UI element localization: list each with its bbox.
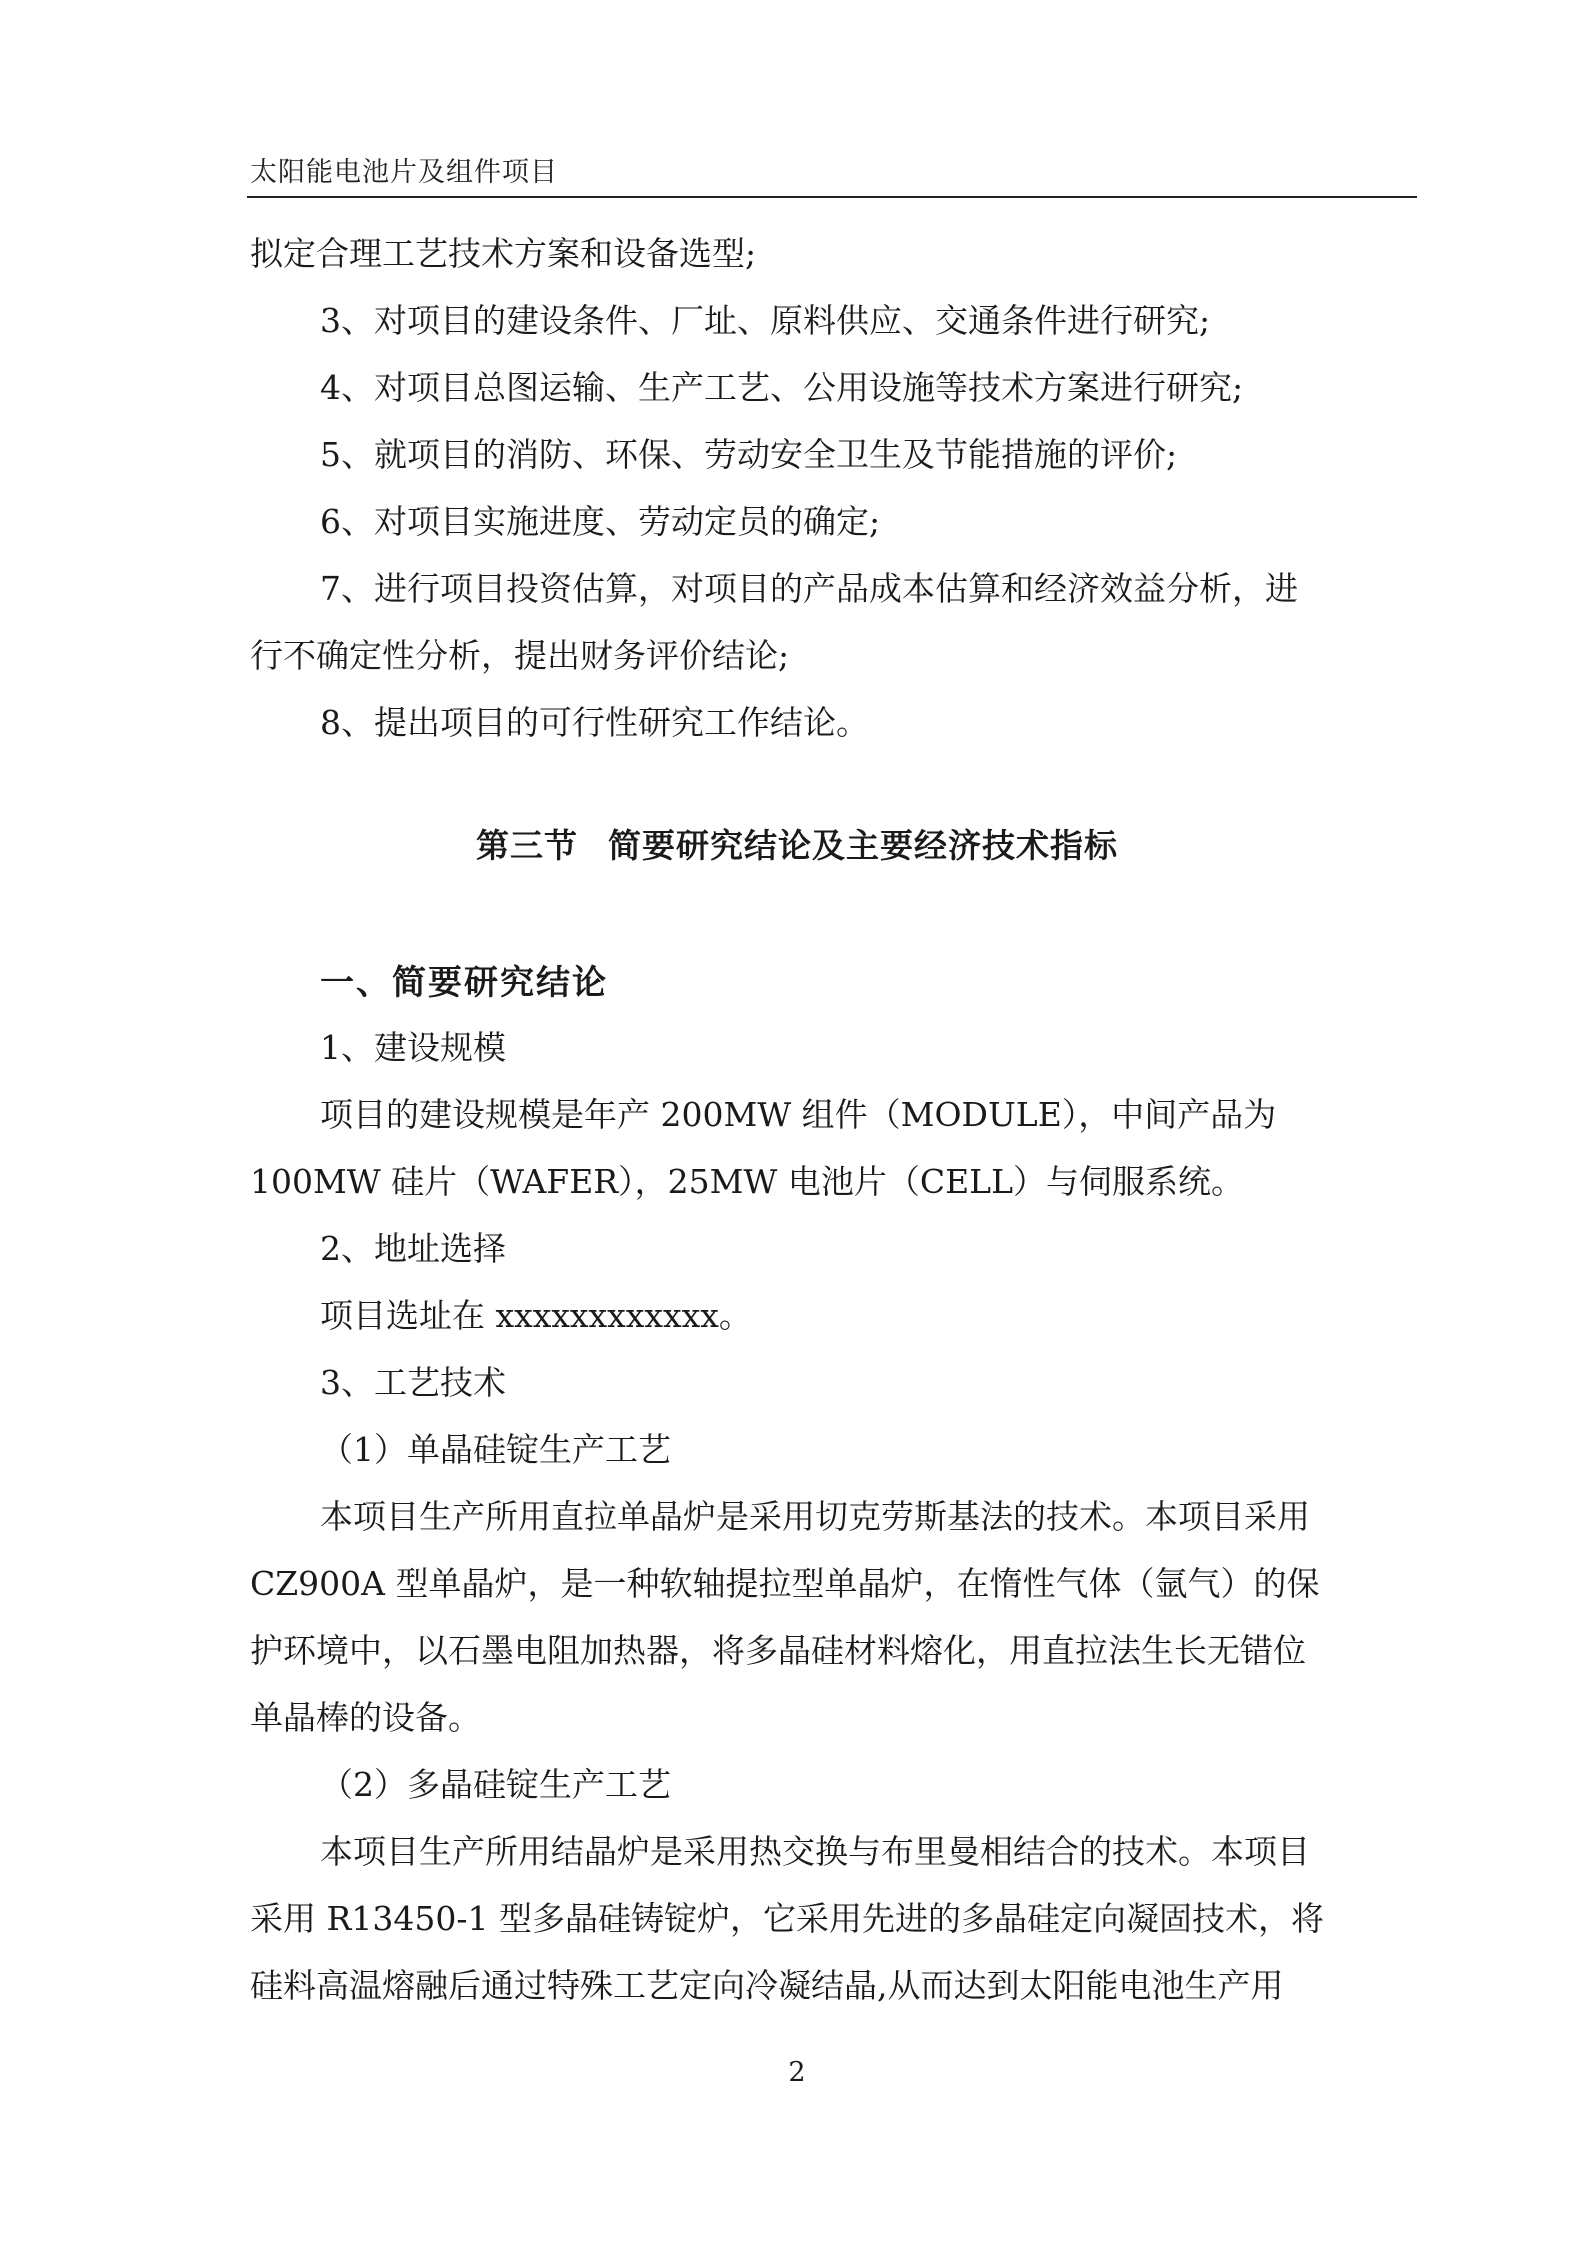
paragraph-line: 本项目生产所用直拉单晶炉是采用切克劳斯基法的技术。本项目采用 — [320, 1497, 1310, 1536]
paragraph-line: 单晶棒的设备。 — [250, 1698, 481, 1737]
page-number: 2 — [788, 2057, 806, 2088]
list-item-8: 8、提出项目的可行性研究工作结论。 — [320, 703, 869, 742]
subitem-heading-multi: （2）多晶硅锭生产工艺 — [320, 1765, 671, 1804]
list-item-4: 4、对项目总图运输、生产工艺、公用设施等技术方案进行研究; — [320, 368, 1244, 407]
paragraph-line: 护环境中，以石墨电阻加热器，将多晶硅材料熔化，用直拉法生长无错位 — [250, 1631, 1306, 1670]
item-heading-site: 2、地址选择 — [320, 1229, 506, 1268]
section-name: 简要研究结论及主要经济技术指标 — [608, 826, 1118, 865]
running-header: 太阳能电池片及组件项目 — [250, 157, 558, 188]
list-item-3: 3、对项目的建设条件、厂址、原料供应、交通条件进行研究; — [320, 301, 1211, 340]
section-title — [0, 820, 1594, 867]
paragraph-line: 项目选址在 xxxxxxxxxxxx。 — [320, 1296, 752, 1335]
paragraph-line: 项目的建设规模是年产 200MW 组件（MODULE），中间产品为 — [320, 1095, 1277, 1134]
list-item-7-line-2: 行不确定性分析，提出财务评价结论; — [250, 636, 790, 675]
subheading-brief-conclusion: 一、简要研究结论 — [320, 963, 608, 1003]
paragraph-line: 拟定合理工艺技术方案和设备选型; — [250, 234, 757, 273]
header-rule — [247, 196, 1417, 198]
section-number: 第三节 — [476, 826, 578, 865]
paragraph-line: 100MW 硅片（WAFER），25MW 电池片（CELL）与伺服系统。 — [250, 1162, 1244, 1201]
item-heading-technology: 3、工艺技术 — [320, 1363, 506, 1402]
paragraph-line: 硅料高温熔融后通过特殊工艺定向冷凝结晶,从而达到太阳能电池生产用 — [250, 1966, 1284, 2005]
item-heading-scale: 1、建设规模 — [320, 1028, 506, 1067]
paragraph-line: 采用 R13450-1 型多晶硅铸锭炉，它采用先进的多晶硅定向凝固技术，将 — [250, 1899, 1324, 1938]
paragraph-line: CZ900A 型单晶炉，是一种软轴提拉型单晶炉，在惰性气体（氩气）的保 — [250, 1564, 1320, 1603]
paragraph-line: 本项目生产所用结晶炉是采用热交换与布里曼相结合的技术。本项目 — [320, 1832, 1310, 1871]
list-item-5: 5、就项目的消防、环保、劳动安全卫生及节能措施的评价; — [320, 435, 1178, 474]
list-item-7-line-1: 7、进行项目投资估算，对项目的产品成本估算和经济效益分析，进 — [320, 569, 1298, 608]
list-item-6: 6、对项目实施进度、劳动定员的确定; — [320, 502, 881, 541]
subitem-heading-mono: （1）单晶硅锭生产工艺 — [320, 1430, 671, 1469]
